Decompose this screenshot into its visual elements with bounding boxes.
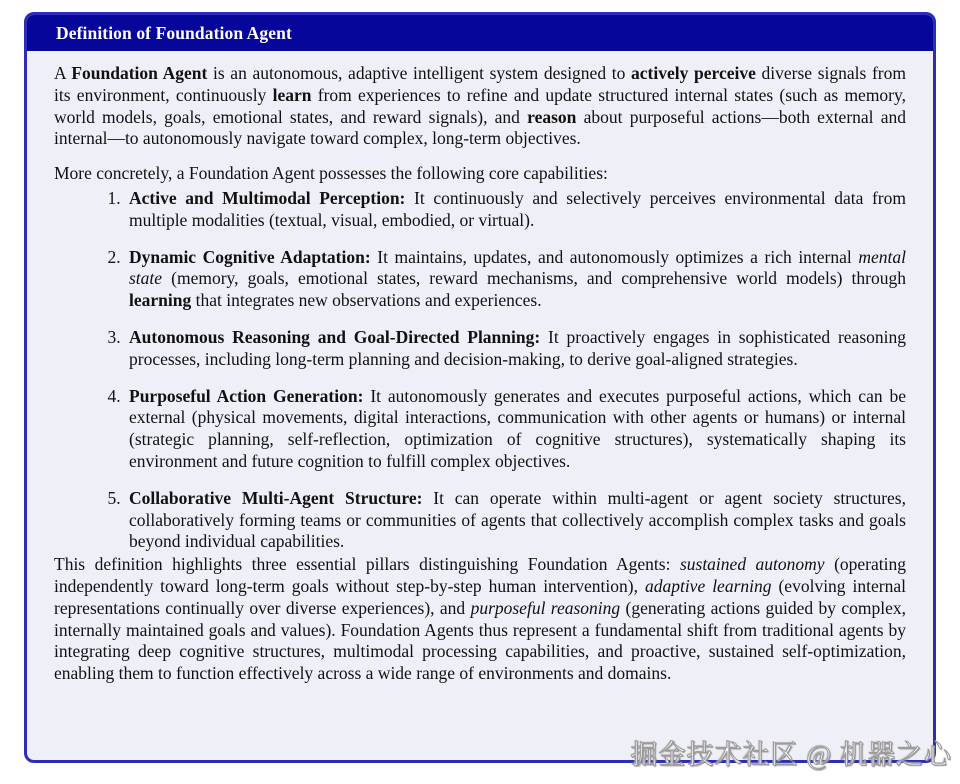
bold-text: Autonomous Reasoning and Goal-Directed Planning: (129, 326, 541, 347)
text-run: about purposeful actions—both external and internal—to autonomously navigate toward complex, long-term objectives. (54, 106, 907, 149)
bold-text: Dynamic Cognitive Adaptation: (129, 246, 371, 267)
bold-text: reason (527, 106, 577, 127)
definition-paragraph (54, 63, 906, 150)
capability-item (125, 327, 906, 371)
bold-text: learning (129, 290, 192, 311)
text-run: More concretely, a Foundation Agent possesses the following core capabilities: (54, 163, 608, 184)
bold-text: actively perceive (631, 63, 756, 83)
italic-text: sustained autonomy (679, 554, 825, 575)
capabilities-intro-paragraph (54, 163, 906, 185)
text-run: (operating independently toward long-term goals without step-by-step human intervention), (54, 554, 906, 596)
text-run: (memory, goals, emotional states, reward mechanisms, and comprehensive world models) through (162, 268, 906, 289)
text-run: (generating actions guided by complex, internally maintained goals and values). Foundation Agents thus represent a fundamental shift from traditional agents by integrating deep cognitive structures, multimodal processing capabilities, and proactive, sustained self-optimization, enabling them to function effectively across a wide range of environments and domains. (54, 597, 907, 684)
text-run: diverse signals from its environment, continuously (54, 63, 906, 105)
definition-box-body (27, 51, 933, 685)
bold-text: Collaborative Multi-Agent Structure: (129, 487, 423, 508)
bold-text: Foundation Agent (71, 63, 208, 83)
text-run: (evolving internal representations continually over diverse experiences), and (54, 575, 906, 618)
text-run: This definition highlights three essential pillars distinguishing Foundation Agents: (54, 554, 680, 575)
text-run: It can operate within multi-agent or agent society structures, collaboratively forming teams or communities of agents that collectively accomplish complex tasks and goals beyond individual capabilities. (129, 487, 906, 552)
text-run: It continuously and selectively perceives environmental data from multiple modalities (textual, visual, embodied, or virtual). (129, 187, 906, 230)
bold-text: learn (272, 84, 312, 105)
text-run: It maintains, updates, and autonomously optimizes a rich internal (370, 246, 859, 267)
italic-text: mental state (129, 246, 906, 289)
capability-item (125, 247, 906, 312)
text-run: It proactively engages in sophisticated reasoning processes, including long-term planning and decision-making, to derive goal-aligned strategies. (129, 326, 906, 369)
text-run: A (54, 63, 72, 83)
definition-box (24, 12, 936, 763)
capability-item (125, 386, 906, 473)
watermark: 掘金技术社区 @ 机器之心 (630, 740, 952, 770)
text-run: is an autonomous, adaptive intelligent system designed to (207, 63, 631, 83)
italic-text: purposeful reasoning (470, 597, 621, 618)
italic-text: adaptive learning (644, 575, 772, 596)
definition-box-header (27, 15, 933, 51)
bold-text: Purposeful Action Generation: (129, 385, 364, 406)
bold-text: Active and Multimodal Perception: (129, 187, 406, 208)
text-run: It autonomously generates and executes purposeful actions, which can be external (physical movements, digital interactions, communication with other agents or humans) or internal (strategic planning, self-reflection, optimization of cognitive structures), systematically shaping its environment and future cognition to fulfill complex objectives. (129, 385, 906, 471)
capabilities-list (54, 188, 906, 553)
definition-box-title: Definition of Foundation Agent (56, 22, 292, 43)
capability-item (125, 488, 906, 553)
text-run: that integrates new observations and experiences. (191, 290, 542, 311)
text-run: from experiences to refine and update structured internal states (such as memory, world models, goals, emotional states, and reward signals), and (54, 84, 906, 127)
capability-item (125, 188, 906, 232)
closing-paragraph (54, 554, 906, 685)
